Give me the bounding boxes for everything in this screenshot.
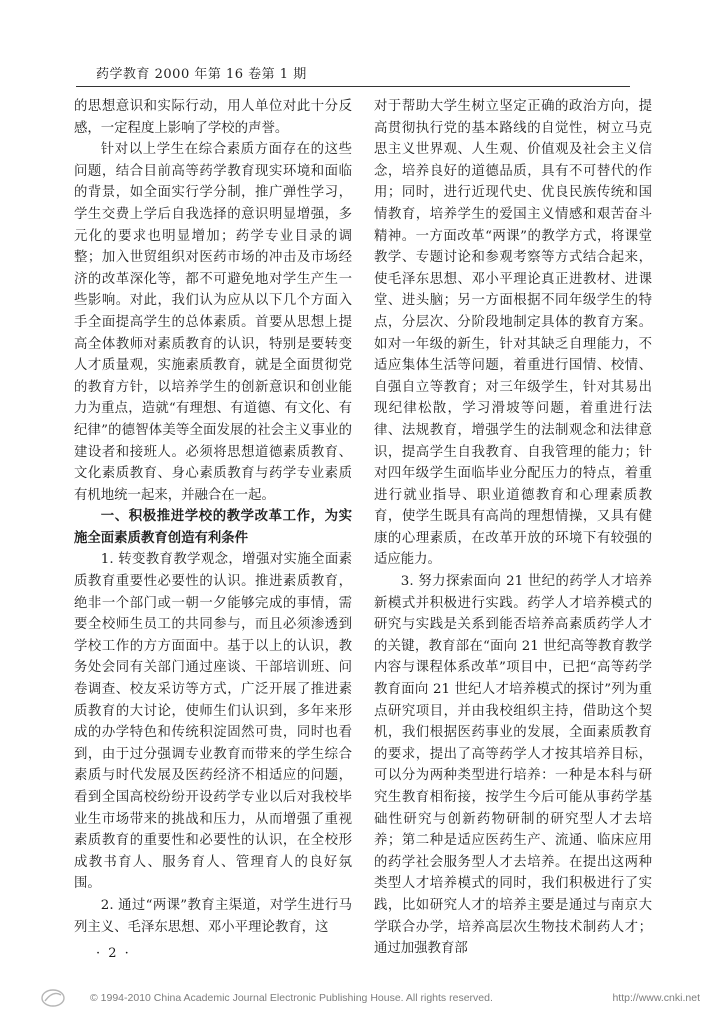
left-column (74, 96, 352, 938)
right-column (374, 96, 652, 960)
footer-url[interactable]: http://www.cnki.net (612, 992, 700, 1004)
paragraph: 针对以上学生在综合素质方面存在的这些问题，结合目前高等药学教育现实环境和面临的背景，如全面实行学分制，推广弹性学习，学生交费上学后自我选择的意识明显增强，多元化的要求也明显增加；药学专业目录的调整；加入世贸组织对医药市场的冲击及市场经济的改革深化等，都不可避免地对学生产生一些影响。对此，我们认为应从以下几个方面入手全面提高学生的总体素质。首要从思想上提高全体教师对素质教育的认识，特别是要转变人才质量观，实施素质教育，就是全面贯彻党的教育方针，以培养学生的创新意识和创业能力为重点，造就“有理想、有道德、有文化、有纪律”的德智体美等全面发展的社会主义事业的建设者和接班人。必须将思想道德素质教育、文化素质教育、身心素质教育与药学专业素质有机地统一起来，并融合在一起。 (74, 142, 352, 503)
running-header: 药学教育 2000 年第 16 卷第 1 期 (96, 67, 307, 82)
paragraph: 3. 努力探索面向 21 世纪的药学人才培养新模式并积极进行实践。药学人才培养模式的研究与实践是关系到能否培养高素质药学人才的关键，教育部在“面向 21 世纪高等教育教学内容与课程体系改革”项目中，已把“高等药学教育面向 21 世纪人才培养模式的探讨”列为重点研究项目，并由我校组织主持，借助这个契机，我们根据医药事业的发展，全面素质教育的要求，提出了高等药学人才按其培养目标，可以分为两种类型进行培养：一种是本科与研究生教育相衔接，按学生今后可能从事药学基础性研究与创新药物研制的研究型人才去培养；第二种是适应医药生产、流通、临床应用的药学社会服务型人才去培养。在提出这两种类型人才培养模式的同时，我们积极进行了实践，比如研究人才的培养主要是通过与南京大学联合办学，培养高层次生物技术制药人才；通过加强教育部 (374, 574, 652, 957)
paragraph: 对于帮助大学生树立坚定正确的政治方向，提高贯彻执行党的基本路线的自觉性，树立马克思主义世界观、人生观、价值观及社会主义信念，培养良好的道德品质，具有不可替代的作用；同时，进行近现代史、优良民族传统和国情教育，培养学生的爱国主义情感和艰苦奋斗精神。一方面改革“两课”的教学方式，将课堂教学、专题讨论和参观考察等方式结合起来，使毛泽东思想、邓小平理论真正进教材、进课堂、进头脑；另一方面根据不同年级学生的特点，分层次、分阶段地制定具体的教育方案。如对一年级的新生，针对其缺乏自理能力，不适应集体生活等问题，着重进行国情、校情、自强自立等教育；对三年级学生，针对其易出现纪律松散，学习滑坡等问题，着重进行法律、法规教育，增强学生的法制观念和法律意识，提高学生自我教育、自我管理的能力；针对四年级学生面临毕业分配压力的特点，着重进行就业指导、职业道德教育和心理素质教育，使学生既具有高尚的理想情操，又具有健康的心理素质，在改革开放的环境下有较强的适应能力。 (374, 99, 652, 568)
paragraph: 1. 转变教育教学观念，增强对实施全面素质教育重要性必要性的认识。推进素质教育，绝非一个部门或一朝一夕能够完成的事情，需要全校师生员工的共同参与，而且必须渗透到学校工作的方方面面中。基于以上的认识，教务处会同有关部门通过座谈、干部培训班、问卷调查、校友采访等方式，广泛开展了推进素质教育的大讨论，使师生们认识到，多年来形成的办学特色和传统积淀固然可贵，同时也看到，由于过分强调专业教育而带来的学生综合素质与时代发展及医药经济不相适应的问题，看到全国高校纷纷开设药学专业以后对我校毕业生市场带来的挑战和压力，从而增强了重视素质教育的重要性和必要性的认识，在全校形成教书育人、服务育人、管理育人的良好氛围。 (74, 552, 352, 892)
header-rule (76, 86, 630, 87)
paragraph: 的思想意识和实际行动，用人单位对此十分反感，一定程度上影响了学校的声誉。 (74, 99, 352, 136)
copyright-notice: © 1994-2010 China Academic Journal Electronic Publishing House. All rights reserved. (90, 992, 493, 1004)
cnki-logo-icon (40, 988, 66, 1008)
footer (40, 988, 700, 1012)
page-number: · 2 · (96, 946, 131, 961)
paragraph: 2. 通过“两课”教育主渠道，对学生进行马列主义、毛泽东思想、邓小平理论教育，这 (74, 897, 352, 935)
section-heading: 一、积极推进学校的教学改革工作，为实施全面素质教育创造有利条件 (74, 508, 352, 546)
